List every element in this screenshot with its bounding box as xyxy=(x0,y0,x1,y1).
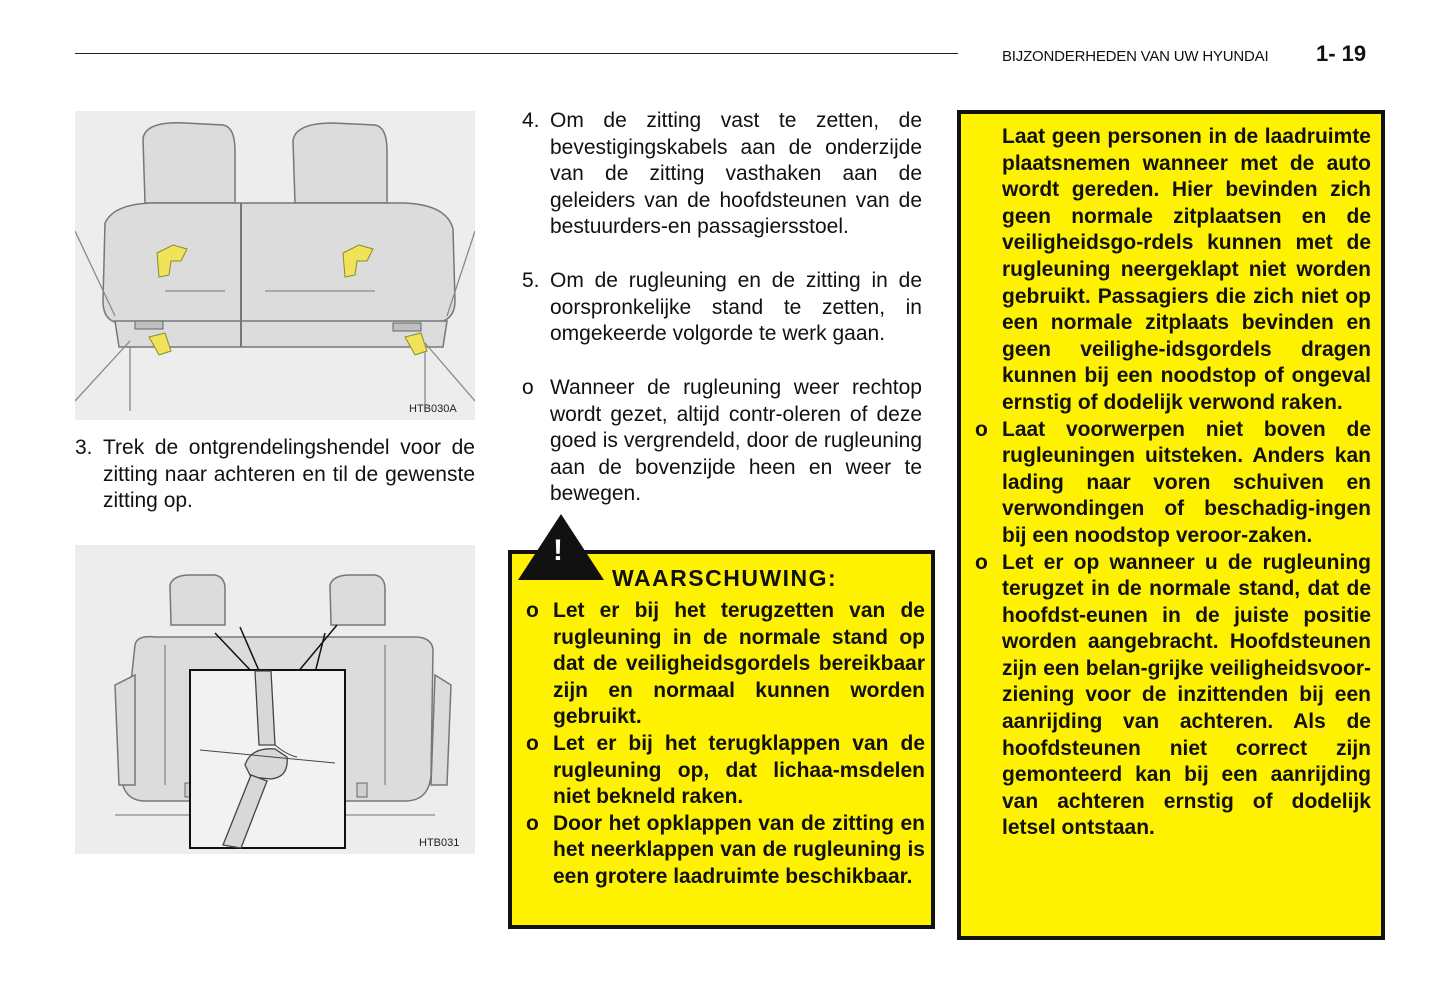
step-number: 5. xyxy=(522,269,540,292)
step-text: Om de zitting vast te zetten, de bevestigingskabels aan de onderzijde van de zitting vasthaken aan de geleiders van de hoofdsteunen van de bestuurders-en passagiersstoel. xyxy=(550,109,922,239)
seat-fold-illustration xyxy=(75,111,475,420)
figure-headrest-cable xyxy=(75,545,475,854)
warning-item-text: Let er bij het terugklappen van de rugleuning op, dat lichaa-msdelen niet bekneld raken. xyxy=(553,731,925,809)
warning-item xyxy=(512,811,925,891)
warning-bullet: o xyxy=(526,731,539,755)
warning-item-text: Laat voorwerpen niet boven de rugleuningen uitsteken. Anders kan lading naar voren schuiven en verwondingen of beschadig-ingen bij een noodstop veroor-zaken. xyxy=(1002,417,1371,547)
step-text: Trek de ontgrendelingshendel voor de zitting naar achteren en til de gewenste zitting op. xyxy=(103,436,475,513)
right-warning-intro: Laat geen personen in de laadruimte plaatsnemen wanneer met de auto wordt gereden. Hier bevinden zich geen normale zitplaatsen en de veiligheidsgo-rdels kunnen met de rugleuning neergeklapt niet worden gebruikt. Passagiers die zich niet op een normale zitplaats bevinden en geen veilighe-idsgordels dragen kunnen bij een noodstop of ongeval ernstig of dodelijk verwond raken. xyxy=(1002,125,1371,414)
warning-bullet: o xyxy=(975,550,988,574)
figure-code: HTB031 xyxy=(419,837,460,849)
note-bullet: o xyxy=(522,376,534,399)
header-rule xyxy=(75,53,958,54)
headrest-cable-illustration xyxy=(75,545,475,854)
warning-item xyxy=(512,598,925,731)
warning-bullet: o xyxy=(526,811,539,835)
step-5 xyxy=(522,268,922,348)
warning-item-text: Let er bij het terugzetten van de rugleuning in de normale stand op dat de veiligheidsgordels bereikbaar zijn en normaal kunnen worden gebruikt. xyxy=(553,599,925,729)
step-number: 4. xyxy=(522,109,540,132)
right-warning-content xyxy=(961,124,1371,842)
right-warning-item xyxy=(961,417,1371,550)
header-section-title: BIJZONDERHEDEN VAN UW HYUNDAI xyxy=(1002,48,1269,65)
warning-item-text: Let er op wanneer u de rugleuning terugzet in de normale stand, dat de hoofdst-eunen in de juiste positie worden aangebracht. Hoofdsteunen zijn een belan-grijke veiligheidsvoor-ziening voor de inzittenden bij een aanrijding van achteren. Als de hoofdsteunen niet correct zijn gemonteerd kan bij een aanrijding van achteren ernstig of dodelijk letsel ontstaan. xyxy=(1002,550,1371,840)
warning-item-text: Door het opklappen van de zitting en het neerklappen van de rugleuning is een grotere laadruimte beschikbaar. xyxy=(553,811,925,888)
step-text: Om de rugleuning en de zitting in de oorspronkelijke stand te zetten, in omgekeerde volgorde te werk gaan. xyxy=(550,269,922,346)
warning-mark: ! xyxy=(553,534,563,567)
warning-box xyxy=(508,550,935,929)
right-warning-box xyxy=(957,110,1385,940)
note-text: Wanneer de rugleuning weer rechtop wordt gezet, altijd contr-oleren of deze goed is vergrendeld, door de rugleuning aan de bovenzijde heen en weer te bewegen. xyxy=(550,376,922,506)
page-number: 1- 19 xyxy=(1316,41,1367,66)
figure-code: HTB030A xyxy=(409,403,457,415)
step-3 xyxy=(75,435,475,515)
right-warning-item xyxy=(961,550,1371,843)
step-number: 3. xyxy=(75,436,93,459)
warning-bullet: o xyxy=(975,417,988,441)
note-backrest xyxy=(522,375,922,508)
step-4 xyxy=(522,108,922,241)
warning-list xyxy=(512,598,925,891)
warning-title: WAARSCHUWING: xyxy=(612,565,838,591)
warning-bullet: o xyxy=(526,599,539,622)
warning-item xyxy=(512,731,925,811)
figure-seat-fold xyxy=(75,111,475,420)
